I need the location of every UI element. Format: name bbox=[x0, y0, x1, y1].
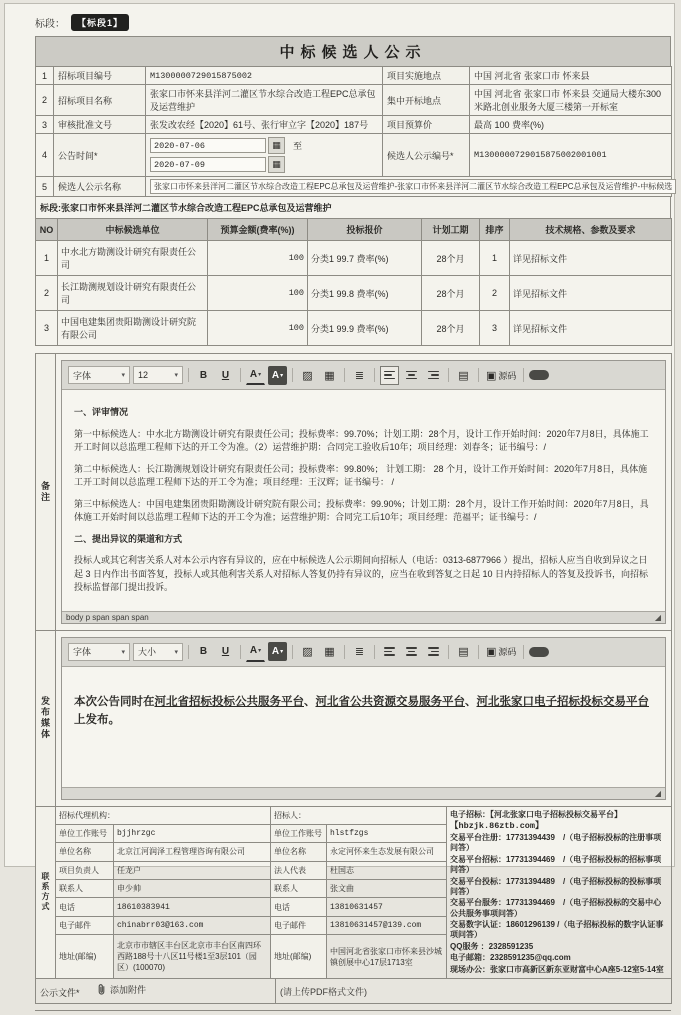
insert-image-icon[interactable]: ▨ bbox=[302, 646, 313, 658]
candidate-row bbox=[36, 276, 672, 311]
candidates-header-row bbox=[36, 219, 672, 241]
col-candidate-name: 中标候选单位 bbox=[58, 219, 208, 241]
bottom-rule bbox=[35, 1010, 671, 1015]
align-left-button[interactable] bbox=[380, 366, 399, 385]
info-table bbox=[35, 66, 672, 197]
col-bid-price: 投标报价 bbox=[308, 219, 422, 241]
remark-heading-2: 二、提出异议的渠道和方式 bbox=[74, 533, 183, 544]
remark-paragraph: 第一中标候选人：中水北方勘测设计研究有限责任公司；投标费率：99.70%；计划工期：28个月，设计工作开始时间：2020年7月8日，具体施工开工时间以总监理工程师下达的开工令为准。（2）运营维护期：合同完工验收后10年；项目经理：刘春冬；证书编号：/ bbox=[74, 428, 649, 452]
align-right-button[interactable] bbox=[424, 366, 443, 385]
section-tag-button[interactable]: 【标段1】 bbox=[71, 14, 129, 31]
date-to-group bbox=[150, 156, 285, 173]
cell-bid-price: 分类1 99.9 费率(%) bbox=[308, 311, 422, 346]
calendar-icon[interactable]: ▦ bbox=[268, 137, 285, 154]
attach-cell bbox=[36, 979, 276, 1004]
col-no: NO bbox=[36, 219, 58, 241]
media-gutter-label: 发布 媒体 bbox=[36, 630, 56, 806]
remark-paragraph: 第二中标候选人：长江勘测规划设计研究有限责任公司；投标费率：99.80%； 计划工期： 28 个月，设计工作开始时间：2020年7月8日，具体施工开工时间以总监理工程师下达的开工令为准；项目经理：王汉辉；证书编号： / bbox=[74, 463, 648, 487]
table-row bbox=[36, 134, 672, 177]
date-from-input[interactable] bbox=[150, 138, 266, 153]
media-section bbox=[35, 630, 672, 807]
paste-icon[interactable]: ▤ bbox=[458, 369, 469, 382]
title-table bbox=[35, 36, 671, 67]
insert-table-icon[interactable]: ▦ bbox=[324, 646, 335, 658]
panel-line: 电子邮箱：2328591235@qq.com bbox=[450, 953, 571, 963]
ordered-list-icon[interactable]: ≣ bbox=[354, 369, 365, 382]
font-size-select[interactable]: 12 ▾ bbox=[133, 366, 183, 384]
cell-rank: 2 bbox=[480, 276, 510, 311]
media-editor bbox=[61, 637, 666, 800]
cell-duration: 28个月 bbox=[422, 241, 480, 276]
background-color-button[interactable]: A ▾ bbox=[268, 642, 287, 661]
label-announce-time: 公告时间* bbox=[54, 134, 146, 177]
contact-value: chinabrr03@163.com bbox=[114, 916, 271, 934]
cell-duration: 28个月 bbox=[422, 276, 480, 311]
panel-line: 交易数字认证：18601296139 /（电子招标投标的数字认证事项问答） bbox=[450, 920, 664, 940]
notice-name-cell bbox=[146, 177, 672, 197]
contact-label: 地址(邮编) bbox=[271, 935, 327, 979]
cell-tech-spec: 详见招标文件 bbox=[510, 311, 672, 346]
col-rank: 排序 bbox=[480, 219, 510, 241]
contact-section bbox=[35, 806, 672, 980]
table-row bbox=[36, 116, 672, 134]
element-path: body p span span span bbox=[66, 612, 149, 622]
e-bidding-info-panel bbox=[447, 806, 672, 979]
date-to-input[interactable] bbox=[150, 157, 266, 172]
cell-no: 2 bbox=[36, 276, 58, 311]
paperclip-icon bbox=[96, 983, 107, 996]
contact-label: 联系人 bbox=[56, 880, 114, 898]
cell-rank: 1 bbox=[480, 241, 510, 276]
candidate-row bbox=[36, 311, 672, 346]
media-text: 本次公告同时在 bbox=[74, 695, 155, 708]
contact-value: bjjhrzgc bbox=[114, 824, 271, 842]
font-family-select[interactable]: 字体 ▾ bbox=[68, 366, 130, 384]
col-duration: 计划工期 bbox=[422, 219, 480, 241]
label-bid-opening-place: 集中开标地点 bbox=[383, 85, 470, 116]
align-center-button[interactable] bbox=[402, 366, 421, 385]
value-bid-opening-place: 中国 河北省 张家口市 怀来县 交通局大楼东300米路北创业服务大厦三楼第一开标室 bbox=[470, 85, 672, 116]
upload-hint: (请上传PDF格式文件) bbox=[276, 979, 672, 1004]
row-number: 3 bbox=[36, 116, 54, 134]
cell-budget: 100 bbox=[208, 276, 308, 311]
cell-bid-price: 分类1 99.8 费率(%) bbox=[308, 276, 422, 311]
text-color-button[interactable]: A ▾ bbox=[246, 642, 265, 662]
font-size-select[interactable]: 大小 ▾ bbox=[133, 643, 183, 661]
cell-duration: 28个月 bbox=[422, 311, 480, 346]
cell-tech-spec: 详见招标文件 bbox=[510, 276, 672, 311]
resize-handle-icon[interactable]: ◢ bbox=[654, 788, 661, 798]
section-tag-line bbox=[35, 14, 671, 31]
resize-handle-icon[interactable]: ◢ bbox=[654, 612, 661, 622]
contact-value: 18610383941 bbox=[114, 898, 271, 916]
cell-candidate-name: 长江勘测规划设计研究有限责任公司 bbox=[58, 276, 208, 311]
contact-label: 单位工作账号 bbox=[56, 824, 114, 842]
contact-value: 13810631457 bbox=[327, 898, 447, 916]
source-code-button[interactable]: ▣ 源码 bbox=[486, 646, 517, 658]
remark-editor-content[interactable] bbox=[62, 390, 665, 611]
cell-candidate-name: 中国电建集团贵阳勘测设计研究院有限公司 bbox=[58, 311, 208, 346]
media-text: 、 bbox=[465, 695, 477, 708]
contact-label: 联系人 bbox=[271, 880, 327, 898]
cell-candidate-name: 中水北方勘测设计研究有限责任公司 bbox=[58, 241, 208, 276]
panel-line: 交易平台投标：17731394489 /（电子招标投标的投标事项问答） bbox=[450, 876, 662, 896]
date-range-to-label: 至 bbox=[293, 141, 303, 151]
date-from-group bbox=[150, 137, 302, 154]
contact-value: 张文曲 bbox=[327, 880, 447, 898]
tenderee-header: 招标人： bbox=[271, 806, 447, 824]
contact-value: 永定河怀来生态发展有限公司 bbox=[327, 843, 447, 861]
table-row bbox=[36, 177, 672, 197]
cell-tech-spec: 详见招标文件 bbox=[510, 241, 672, 276]
label-candidate-notice-code: 候选人公示编号* bbox=[383, 134, 470, 177]
agency-header: 招标代理机构： bbox=[56, 806, 271, 824]
col-budget: 预算金额(费率(%)) bbox=[208, 219, 308, 241]
contact-value: 北京江河润泽工程管理咨询有限公司 bbox=[114, 843, 271, 861]
contact-label: 地址(邮编) bbox=[56, 935, 114, 979]
page-title: 中标候选人公示 bbox=[36, 37, 671, 67]
candidates-table bbox=[35, 218, 672, 346]
label-project-location: 项目实施地点 bbox=[383, 67, 470, 85]
panel-line: 现场办公：张家口市高新区新东亚财富中心A座5-12室5-14室 bbox=[450, 964, 664, 974]
contact-label: 法人代表 bbox=[271, 861, 327, 879]
row-number: 1 bbox=[36, 67, 54, 85]
media-editor-content[interactable] bbox=[62, 667, 665, 787]
panel-line: 交易平台服务：17731394469 /（电子招标投标的交易中心公共服务事项问答） bbox=[450, 898, 662, 918]
value-budget-price: 最高 100 费率(%) bbox=[470, 116, 672, 134]
align-left-button[interactable] bbox=[380, 642, 399, 661]
underline-button[interactable]: U bbox=[221, 646, 230, 657]
source-code-button[interactable]: ▣ 源码 bbox=[486, 369, 517, 382]
bold-button[interactable]: B bbox=[199, 646, 208, 657]
value-project-name: 张家口市怀来县洋河二灌区节水综合改造工程EPC总承包及运营维护 bbox=[146, 85, 383, 116]
align-right-button[interactable] bbox=[424, 642, 443, 661]
platform-link: 河北省公共资源交易服务平台 bbox=[315, 695, 465, 708]
contact-label: 电话 bbox=[271, 898, 327, 916]
label-approval-doc: 审核批准文号 bbox=[54, 116, 146, 134]
contact-label: 项目负责人 bbox=[56, 861, 114, 879]
cell-no: 1 bbox=[36, 241, 58, 276]
background-color-button[interactable]: A ▾ bbox=[268, 366, 287, 385]
table-row bbox=[36, 85, 672, 116]
contact-label: 电话 bbox=[56, 898, 114, 916]
remark-gutter-label: 备注 bbox=[36, 354, 56, 631]
contact-gutter-label: 联系 方式 bbox=[36, 806, 56, 979]
panel-line: 【hbzjk.86ztb.com】 bbox=[450, 820, 544, 831]
paste-icon[interactable]: ▤ bbox=[458, 646, 469, 658]
panel-line: 交易平台注册：17731394439 /（电子招标投标的注册事项问答） bbox=[450, 832, 662, 853]
remark-paragraph: 投标人或其它利害关系人对本公示内容有异议的，应在中标候选人公示期间向招标人（电话：0313-6877966 ）提出，招标人应当自收到异议之日起 3 日内作出书面答复，投标人或其他利害关系人对招标人答复仍持有异议的，应当在收到答复之日起 10 日内持招标人的答复及投诉书，向招标投标监督部门提出投诉。 bbox=[74, 555, 649, 592]
footer-row bbox=[35, 978, 672, 1004]
keyboard-icon[interactable] bbox=[529, 370, 549, 380]
scanned-page bbox=[4, 3, 675, 999]
align-center-button[interactable] bbox=[402, 642, 421, 661]
label-project-code: 招标项目编号 bbox=[54, 67, 146, 85]
media-editor-toolbar bbox=[62, 638, 665, 667]
remark-editor-toolbar bbox=[62, 361, 665, 390]
add-attachment-button[interactable]: 添加附件 bbox=[96, 983, 146, 996]
remark-editor-statusbar bbox=[62, 611, 665, 623]
panel-line: 交易平台招标：17731394469 /（电子招标投标的招标事项问答） bbox=[450, 854, 662, 875]
contact-value: 杜国志 bbox=[327, 861, 447, 879]
remark-editor bbox=[61, 360, 666, 624]
insert-image-icon[interactable]: ▨ bbox=[302, 369, 313, 382]
contact-value: 任龙户 bbox=[114, 861, 271, 879]
contact-label: 单位名称 bbox=[56, 843, 114, 861]
table-row bbox=[36, 67, 672, 85]
notice-name-input[interactable] bbox=[150, 179, 676, 194]
contact-label: 电子邮件 bbox=[56, 916, 114, 934]
cell-bid-price: 分类1 99.7 费率(%) bbox=[308, 241, 422, 276]
remark-paragraph: 第三中标候选人：中国电建集团贵阳勘测设计研究院有限公司；投标费率：99.90%；计划工期：28个月，设计工作开始时间：2020年7月8日，具体施工开始时间以总监理工程师下达的开工令为准；运营维护期：合同完工后10年；项目经理：范福平；证书编号：/ bbox=[74, 498, 649, 522]
font-family-select[interactable]: 字体 ▾ bbox=[68, 643, 130, 661]
underline-button[interactable]: U bbox=[221, 369, 230, 381]
media-editor-statusbar bbox=[62, 787, 665, 799]
contact-value: 北京市市辖区丰台区北京市丰台区南四环西路188号十八区11号楼1至3层101（园区）(100070) bbox=[114, 935, 271, 979]
contact-value: 申少帅 bbox=[114, 880, 271, 898]
candidate-row bbox=[36, 241, 672, 276]
value-project-code: M1300000729015875002 bbox=[146, 67, 383, 85]
contact-label: 单位名称 bbox=[271, 843, 327, 861]
attach-label: 公示文件* bbox=[40, 988, 80, 999]
announce-dates bbox=[146, 134, 383, 177]
contact-label: 电子邮件 bbox=[271, 916, 327, 934]
platform-link: 河北张家口电子招标投标交易平台 bbox=[476, 695, 649, 708]
row-number: 2 bbox=[36, 85, 54, 116]
section-label: 标段： bbox=[35, 19, 65, 30]
panel-line: QQ服务 ：2328591235 bbox=[450, 941, 534, 951]
label-project-name: 招标项目名称 bbox=[54, 85, 146, 116]
row-number: 4 bbox=[36, 134, 54, 177]
keyboard-icon[interactable] bbox=[529, 647, 549, 657]
contact-value: 13810631457@139.com bbox=[327, 916, 447, 934]
value-candidate-notice-code: M1300000729015875002001001 bbox=[470, 134, 672, 177]
text-color-button[interactable]: A ▾ bbox=[246, 365, 265, 385]
panel-line: 电子招标：【河北张家口电子招标投标交易平台】 bbox=[450, 809, 622, 819]
insert-table-icon[interactable]: ▦ bbox=[324, 369, 335, 382]
calendar-icon[interactable]: ▦ bbox=[268, 156, 285, 173]
row-number: 5 bbox=[36, 177, 54, 197]
cell-rank: 3 bbox=[480, 311, 510, 346]
media-text: 、 bbox=[304, 695, 316, 708]
cell-no: 3 bbox=[36, 311, 58, 346]
ordered-list-icon[interactable]: ≣ bbox=[354, 646, 365, 658]
media-text: 上发布。 bbox=[74, 713, 120, 726]
value-project-location: 中国 河北省 张家口市 怀来县 bbox=[470, 67, 672, 85]
remark-heading-1: 一、评审情况 bbox=[74, 407, 129, 417]
col-tech-spec: 技术规格、参数及要求 bbox=[510, 219, 672, 241]
cell-budget: 100 bbox=[208, 311, 308, 346]
section-description-line: 标段:张家口市怀来县洋河二灌区节水综合改造工程EPC总承包及运营维护 bbox=[35, 196, 671, 219]
label-notice-name: 候选人公示名称 bbox=[54, 177, 146, 197]
bold-button[interactable]: B bbox=[199, 369, 208, 381]
remark-section bbox=[35, 353, 672, 631]
platform-link: 河北省招标投标公共服务平台 bbox=[154, 695, 304, 708]
contact-value: hlstfzgs bbox=[327, 824, 447, 842]
contact-label: 单位工作账号 bbox=[271, 824, 327, 842]
cell-budget: 100 bbox=[208, 241, 308, 276]
value-approval-doc: 张发改农经【2020】61号、张行审立字【2020】187号 bbox=[146, 116, 383, 134]
contact-value: 中国河北省张家口市怀来县沙城镇创展中心17层1713室 bbox=[327, 935, 447, 979]
label-budget-price: 项目预算价 bbox=[383, 116, 470, 134]
